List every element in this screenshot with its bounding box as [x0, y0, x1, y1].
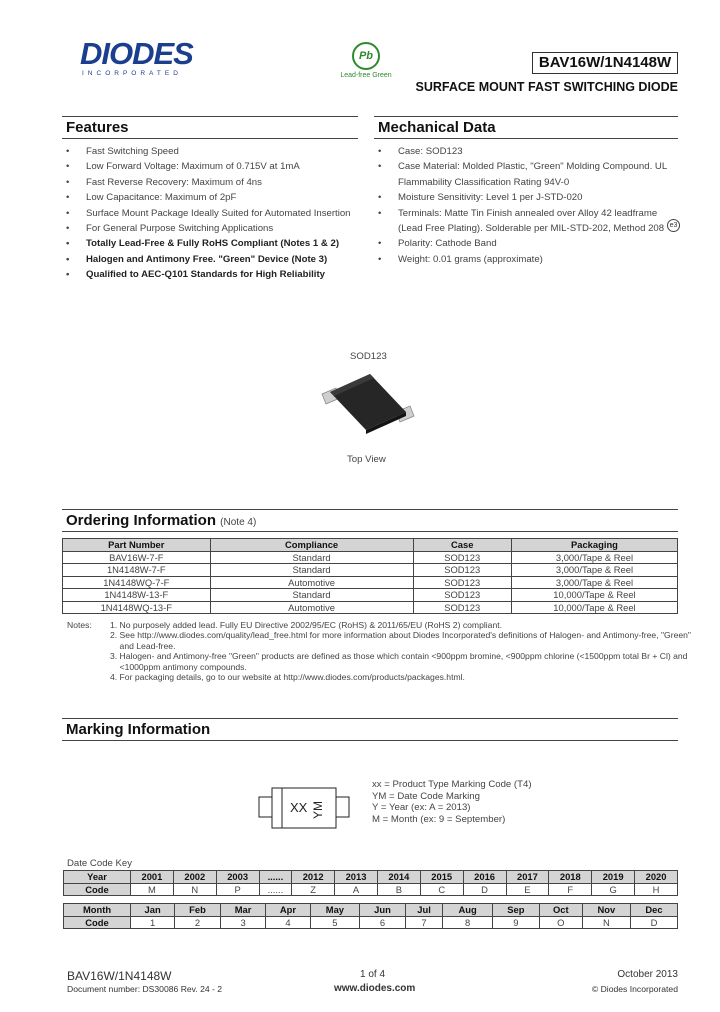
notes-label: Notes: — [67, 620, 92, 630]
mechanical-item: • Case Material: Molded Plastic, "Green" Molding Compound. UL — [374, 159, 678, 174]
features-list — [62, 144, 358, 283]
year-row — [64, 871, 678, 884]
date-code-cell: Feb — [175, 904, 221, 917]
date-code-cell: May — [310, 904, 360, 917]
date-code-cell: ...... — [259, 871, 292, 884]
ordering-cell: 1N4148W-7-F — [63, 564, 211, 577]
pb-icon: Pb — [352, 42, 380, 70]
ordering-cell: Standard — [210, 564, 413, 577]
date-code-cell: 3 — [220, 916, 266, 929]
ordering-cell: 1N4148WQ-7-F — [63, 576, 211, 589]
feature-item: • For General Purpose Switching Applications — [62, 221, 358, 236]
ordering-title-text: Ordering Information — [66, 512, 216, 529]
marking-ym: YM — [311, 801, 325, 819]
ordering-header-cell: Compliance — [210, 539, 413, 552]
row-header-cell: Code — [64, 916, 131, 929]
date-code-cell: 2012 — [292, 871, 335, 884]
date-code-cell: 2014 — [377, 871, 420, 884]
mechanical-section — [374, 116, 678, 267]
ordering-cell: 3,000/Tape & Reel — [511, 576, 677, 589]
marking-section — [62, 718, 678, 741]
marking-legend — [372, 779, 532, 825]
marking-xx: XX — [290, 800, 308, 815]
mechanical-item: • Terminals: Matte Tin Finish annealed over Alloy 42 leadframe — [374, 206, 678, 221]
ordering-cell: SOD123 — [413, 601, 511, 614]
package-name: SOD123 — [350, 351, 387, 362]
date-code-cell: 2002 — [173, 871, 216, 884]
date-code-cell: 2001 — [131, 871, 174, 884]
feature-item: • Halogen and Antimony Free. "Green" Device (Note 3) — [62, 252, 358, 267]
pb-label: Lead-free Green — [340, 72, 392, 79]
table-row — [63, 589, 678, 602]
date-code-cell: 7 — [405, 916, 443, 929]
date-code-cell: F — [549, 883, 592, 896]
ordering-header-row — [63, 539, 678, 552]
footer-doc-number: Document number: DS30086 Rev. 24 - 2 — [67, 984, 223, 994]
marking-legend-line: M = Month (ex: 9 = September) — [372, 813, 506, 825]
ordering-header-cell: Part Number — [63, 539, 211, 552]
ordering-cell: SOD123 — [413, 551, 511, 564]
note-line: and Lead-free. — [110, 640, 176, 651]
date-code-cell: Dec — [630, 904, 677, 917]
feature-item: • Low Capacitance: Maximum of 2pF — [62, 190, 358, 205]
part-number-box: BAV16W/1N4148W — [532, 52, 678, 74]
mechanical-item: (Lead Free Plating). Solderable per MIL-STD-202, Method 208 — [398, 223, 665, 235]
date-code-cell: 2003 — [216, 871, 259, 884]
date-code-cell: C — [420, 883, 463, 896]
date-code-cell: Oct — [539, 904, 582, 917]
date-code-cell: 9 — [492, 916, 539, 929]
mechanical-item: • Polarity: Cathode Band — [374, 236, 678, 251]
doc-subtitle: SURFACE MOUNT FAST SWITCHING DIODE — [415, 80, 678, 94]
mechanical-item: • Weight: 0.01 grams (approximate) — [374, 252, 678, 267]
date-code-cell: E — [506, 883, 549, 896]
sod123-package-icon — [318, 366, 418, 440]
date-code-cell: N — [582, 916, 630, 929]
date-code-title: Date Code Key — [67, 858, 133, 869]
date-code-cell: 2018 — [549, 871, 592, 884]
note-line: 1. No purposely added lead. Fully EU Directive 2002/95/EC (RoHS) & 2011/65/EU (RoHS 2) compliant. — [110, 620, 502, 630]
logo-text: DIODES — [80, 36, 193, 71]
date-code-cell: Sep — [492, 904, 539, 917]
date-code-cell: D — [463, 883, 506, 896]
feature-item: • Fast Reverse Recovery: Maximum of 4ns — [62, 175, 358, 190]
date-code-cell: Aug — [443, 904, 493, 917]
mechanical-item: • Moisture Sensitivity: Level 1 per J-STD-020 — [374, 190, 678, 205]
footer-website-link[interactable]: www.diodes.com — [334, 983, 416, 994]
date-code-cell: 2017 — [506, 871, 549, 884]
marking-legend-line: YM = Date Code Marking — [372, 790, 480, 802]
footer-part: BAV16W/1N4148W — [67, 969, 172, 983]
footer-page: 1 of 4 — [360, 969, 386, 980]
row-header-cell: Code — [64, 883, 131, 896]
ordering-title — [62, 509, 678, 532]
ordering-cell: SOD123 — [413, 589, 511, 602]
date-code-cell: 2020 — [635, 871, 678, 884]
lead-free-green-badge — [338, 42, 394, 79]
ordering-cell: 3,000/Tape & Reel — [511, 564, 677, 577]
mechanical-list — [374, 144, 678, 267]
mechanical-item: Flammability Classification Rating 94V-0 — [398, 176, 570, 188]
year-code-row — [64, 883, 678, 896]
feature-item: • Totally Lead-Free & Fully RoHS Compliant (Notes 1 & 2) — [62, 236, 358, 251]
date-code-cell: 6 — [360, 916, 406, 929]
date-code-cell: 2019 — [592, 871, 635, 884]
date-code-cell: 8 — [443, 916, 493, 929]
date-code-cell: H — [635, 883, 678, 896]
ordering-cell: BAV16W-7-F — [63, 551, 211, 564]
ordering-cell: 3,000/Tape & Reel — [511, 551, 677, 564]
feature-item: • Low Forward Voltage: Maximum of 0.715V at 1mA — [62, 159, 358, 174]
date-code-cell: D — [630, 916, 677, 929]
table-row — [63, 576, 678, 589]
notes-list — [110, 620, 691, 683]
note-line: 2. See http://www.diodes.com/quality/lead_free.html for more information about Diodes Incorporated's definitions of Halogen- and Antimony-free, "Green" — [110, 630, 691, 641]
ordering-cell: 1N4148W-13-F — [63, 589, 211, 602]
note-line: <1000ppm antimony compounds. — [110, 661, 247, 672]
ordering-note-ref: (Note 4) — [220, 517, 257, 528]
date-code-cell: O — [539, 916, 582, 929]
date-code-cell: Nov — [582, 904, 630, 917]
marking-legend-line: xx = Product Type Marking Code (T4) — [372, 779, 532, 790]
ordering-header-cell: Case — [413, 539, 511, 552]
footer-date: October 2013 — [617, 969, 678, 980]
logo-subtext: INCORPORATED — [82, 70, 182, 77]
feature-item: • Qualified to AEC-Q101 Standards for High Reliability — [62, 267, 358, 282]
date-code-cell: Jun — [360, 904, 406, 917]
note-line: 3. Halogen- and Antimony-free "Green" products are defined as those which contain <900ppm bromine, <900ppm chlorine (<1500ppm total Br + Cl) and — [110, 651, 688, 662]
package-view-label: Top View — [347, 454, 386, 465]
table-row — [63, 564, 678, 577]
marking-title: Marking Information — [62, 718, 678, 741]
month-code-table — [63, 903, 678, 929]
feature-item: • Fast Switching Speed — [62, 144, 358, 159]
date-code-cell: 5 — [310, 916, 360, 929]
note-line: 4. For packaging details, go to our website at http://www.diodes.com/products/packages.html. — [110, 672, 465, 683]
e3-icon: e3 — [667, 219, 680, 232]
table-row — [63, 551, 678, 564]
ordering-cell: SOD123 — [413, 576, 511, 589]
marking-legend-line: Y = Year (ex: A = 2013) — [372, 802, 471, 814]
ordering-table — [62, 538, 678, 614]
date-code-cell: 1 — [131, 916, 175, 929]
row-header-cell: Year — [64, 871, 131, 884]
date-code-cell: G — [592, 883, 635, 896]
date-code-cell: A — [335, 883, 378, 896]
month-row — [64, 904, 678, 917]
ordering-body — [63, 551, 678, 614]
ordering-cell: Standard — [210, 589, 413, 602]
row-header-cell: Month — [64, 904, 131, 917]
date-code-cell: B — [377, 883, 420, 896]
ordering-cell: 10,000/Tape & Reel — [511, 601, 677, 614]
date-code-cell: Jan — [131, 904, 175, 917]
ordering-cell: Standard — [210, 551, 413, 564]
ordering-cell: Automotive — [210, 576, 413, 589]
diodes-logo — [80, 38, 205, 80]
date-code-cell: ...... — [259, 883, 292, 896]
ordering-cell: SOD123 — [413, 564, 511, 577]
features-title: Features — [62, 116, 358, 139]
ordering-section — [62, 509, 678, 614]
month-code-row — [64, 916, 678, 929]
table-row — [63, 601, 678, 614]
ordering-cell: 10,000/Tape & Reel — [511, 589, 677, 602]
date-code-cell: 4 — [266, 916, 310, 929]
date-code-cell: N — [173, 883, 216, 896]
footer-copyright: © Diodes Incorporated — [591, 984, 678, 994]
date-code-cell: 2 — [175, 916, 221, 929]
date-code-cell: Z — [292, 883, 335, 896]
features-section — [62, 116, 358, 283]
date-code-cell: 2015 — [420, 871, 463, 884]
year-code-table — [63, 870, 678, 896]
feature-item: • Surface Mount Package Ideally Suited for Automated Insertion — [62, 206, 358, 221]
date-code-cell: Apr — [266, 904, 310, 917]
date-code-cell: Mar — [220, 904, 266, 917]
date-code-cell: Jul — [405, 904, 443, 917]
date-code-cell: 2016 — [463, 871, 506, 884]
mechanical-title: Mechanical Data — [374, 116, 678, 139]
date-code-cell: P — [216, 883, 259, 896]
ordering-header-cell: Packaging — [511, 539, 677, 552]
date-code-cell: 2013 — [335, 871, 378, 884]
date-code-cell: M — [131, 883, 174, 896]
mechanical-item: • Case: SOD123 — [374, 144, 678, 159]
ordering-cell: Automotive — [210, 601, 413, 614]
ordering-cell: 1N4148WQ-13-F — [63, 601, 211, 614]
